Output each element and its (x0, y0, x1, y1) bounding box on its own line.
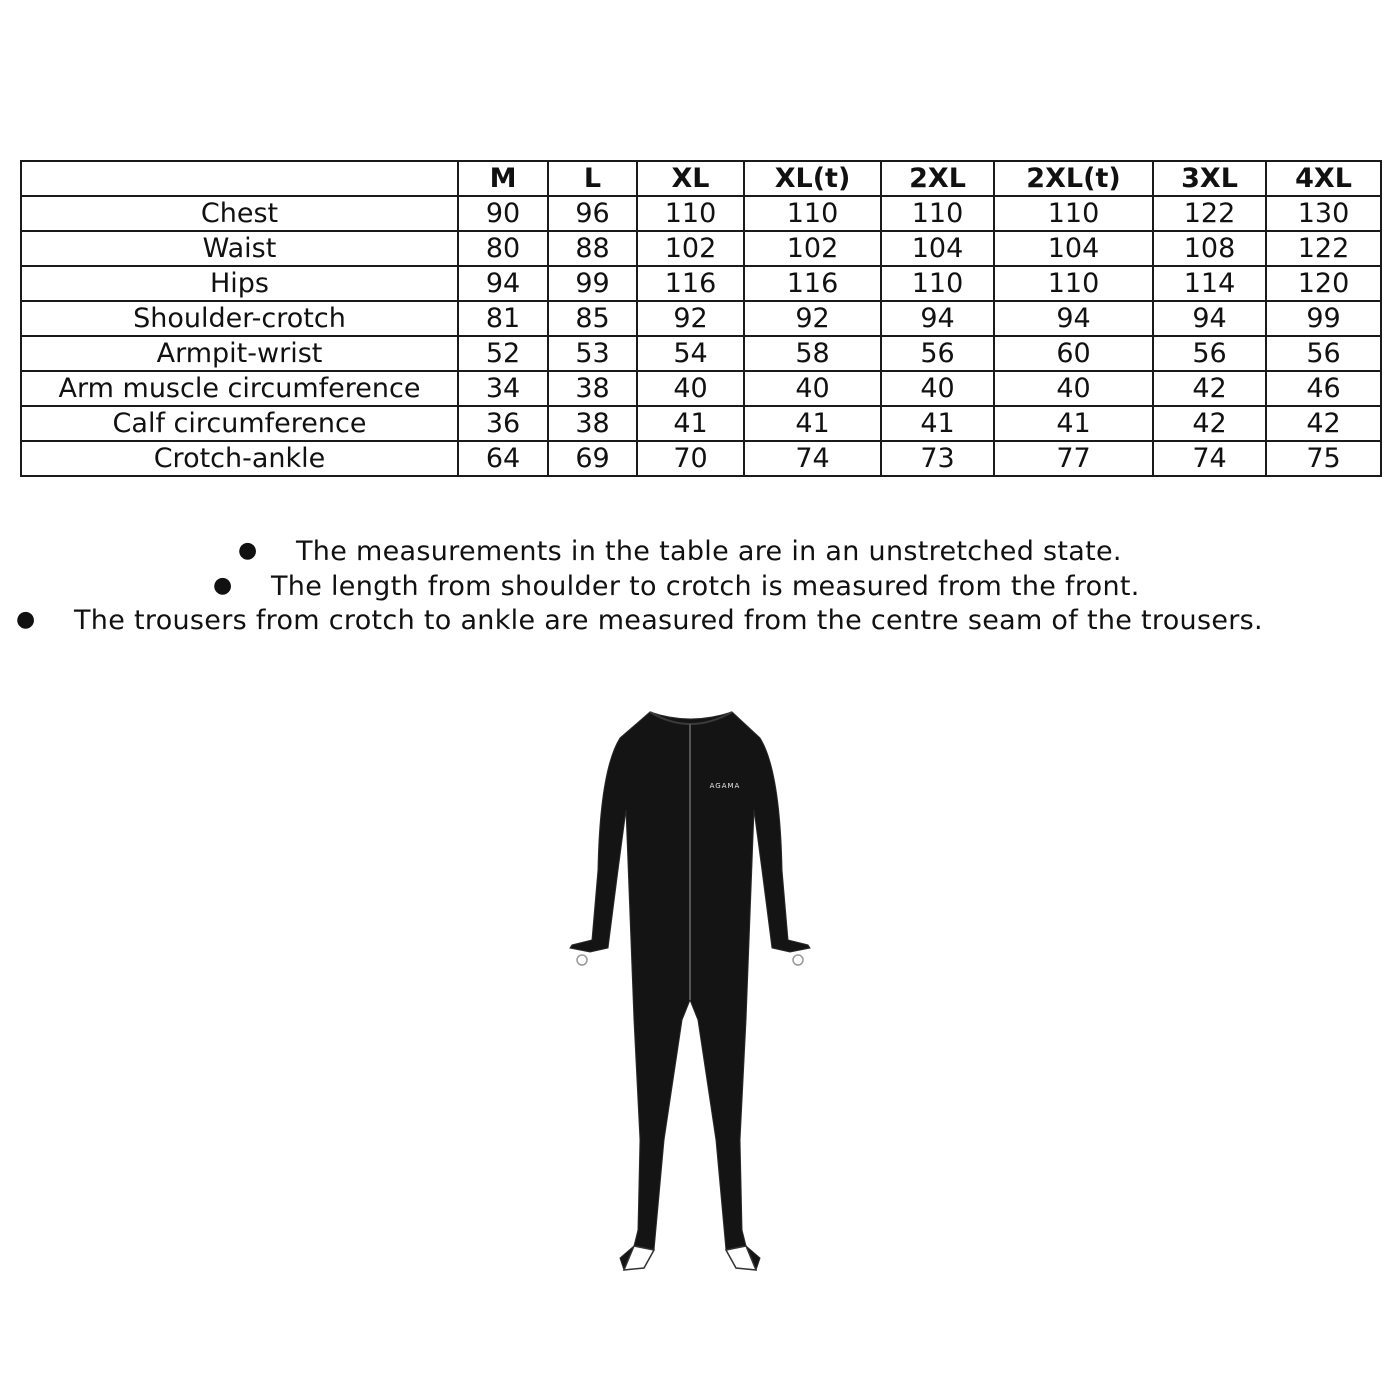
table-row (21, 406, 1381, 441)
measurement-value: 42 (1153, 371, 1266, 406)
measurement-value: 41 (744, 406, 881, 441)
measurement-value: 42 (1266, 406, 1381, 441)
size-header-row (21, 161, 1381, 196)
measurement-label: Calf circumference (21, 406, 458, 441)
header-size-xl-t: XL(t) (744, 161, 881, 196)
measurement-value: 120 (1266, 266, 1381, 301)
measurement-value: 110 (994, 266, 1153, 301)
measurement-value: 60 (994, 336, 1153, 371)
note-item (238, 536, 1122, 567)
measurement-value: 77 (994, 441, 1153, 476)
table-row (21, 301, 1381, 336)
right-stirrup (726, 1246, 756, 1270)
measurement-value: 38 (548, 371, 637, 406)
measurement-value: 99 (548, 266, 637, 301)
note-text: The trousers from crotch to ankle are measured from the centre seam of the trousers. (74, 605, 1263, 636)
measurement-value: 99 (1266, 301, 1381, 336)
measurement-value: 70 (637, 441, 744, 476)
measurement-value: 40 (744, 371, 881, 406)
header-size-2xl-t: 2XL(t) (994, 161, 1153, 196)
measurement-label: Waist (21, 231, 458, 266)
measurement-value: 40 (881, 371, 994, 406)
measurement-value: 110 (744, 196, 881, 231)
measurement-value: 54 (637, 336, 744, 371)
bullet-icon: ● (238, 538, 258, 563)
measurement-value: 94 (881, 301, 994, 336)
measurement-value: 90 (458, 196, 548, 231)
header-size-2xl: 2XL (881, 161, 994, 196)
header-blank-cell (21, 161, 458, 196)
measurement-value: 114 (1153, 266, 1266, 301)
bullet-icon: ● (16, 607, 36, 632)
measurement-value: 64 (458, 441, 548, 476)
measurement-label: Shoulder-crotch (21, 301, 458, 336)
measurement-value: 122 (1266, 231, 1381, 266)
left-cuff-toggle (577, 955, 587, 965)
table-row (21, 441, 1381, 476)
measurement-value: 73 (881, 441, 994, 476)
measurement-value: 52 (458, 336, 548, 371)
table-row (21, 231, 1381, 266)
note-text: The measurements in the table are in an unstretched state. (296, 536, 1122, 567)
measurement-label: Armpit-wrist (21, 336, 458, 371)
measurement-value: 36 (458, 406, 548, 441)
measurement-value: 56 (1153, 336, 1266, 371)
header-size-xl: XL (637, 161, 744, 196)
measurement-value: 56 (1266, 336, 1381, 371)
measurement-value: 40 (637, 371, 744, 406)
measurement-label: Arm muscle circumference (21, 371, 458, 406)
measurement-value: 102 (744, 231, 881, 266)
measurement-value: 110 (637, 196, 744, 231)
product-image (410, 690, 990, 1290)
measurement-value: 80 (458, 231, 548, 266)
right-cuff-toggle (793, 955, 803, 965)
measurement-value: 85 (548, 301, 637, 336)
measurement-value: 58 (744, 336, 881, 371)
measurement-value: 75 (1266, 441, 1381, 476)
table-row (21, 336, 1381, 371)
measurement-value: 94 (458, 266, 548, 301)
measurement-value: 69 (548, 441, 637, 476)
measurement-value: 102 (637, 231, 744, 266)
measurement-label: Crotch-ankle (21, 441, 458, 476)
measurement-value: 92 (744, 301, 881, 336)
note-item (16, 605, 1263, 636)
header-size-m: M (458, 161, 548, 196)
measurement-value: 130 (1266, 196, 1381, 231)
note-item (213, 571, 1140, 602)
measurement-value: 110 (994, 196, 1153, 231)
measurement-value: 38 (548, 406, 637, 441)
header-size-3xl: 3XL (1153, 161, 1266, 196)
measurement-value: 34 (458, 371, 548, 406)
size-chart-table (20, 160, 1382, 477)
measurement-value: 46 (1266, 371, 1381, 406)
measurement-value: 42 (1153, 406, 1266, 441)
measurement-value: 110 (881, 196, 994, 231)
bullet-icon: ● (213, 573, 233, 598)
measurement-label: Hips (21, 266, 458, 301)
measurement-value: 53 (548, 336, 637, 371)
measurement-label: Chest (21, 196, 458, 231)
measurement-value: 96 (548, 196, 637, 231)
measurement-value: 104 (994, 231, 1153, 266)
measurement-value: 116 (637, 266, 744, 301)
measurement-value: 74 (744, 441, 881, 476)
undersuit-illustration (410, 690, 990, 1290)
table-row (21, 266, 1381, 301)
measurement-value: 116 (744, 266, 881, 301)
measurement-value: 110 (881, 266, 994, 301)
measurement-value: 41 (994, 406, 1153, 441)
measurement-value: 41 (637, 406, 744, 441)
measurement-value: 92 (637, 301, 744, 336)
measurement-value: 74 (1153, 441, 1266, 476)
table-row (21, 196, 1381, 231)
measurement-value: 88 (548, 231, 637, 266)
measurement-value: 94 (994, 301, 1153, 336)
measurement-value: 41 (881, 406, 994, 441)
table-row (21, 371, 1381, 406)
header-size-4xl: 4XL (1266, 161, 1381, 196)
measurement-value: 94 (1153, 301, 1266, 336)
measurement-value: 40 (994, 371, 1153, 406)
left-stirrup (624, 1246, 654, 1270)
measurement-value: 56 (881, 336, 994, 371)
header-size-l: L (548, 161, 637, 196)
brand-logo: AGAMA (709, 782, 741, 790)
measurement-value: 81 (458, 301, 548, 336)
measurement-value: 104 (881, 231, 994, 266)
note-text: The length from shoulder to crotch is measured from the front. (271, 571, 1140, 602)
measurement-value: 108 (1153, 231, 1266, 266)
measurement-value: 122 (1153, 196, 1266, 231)
